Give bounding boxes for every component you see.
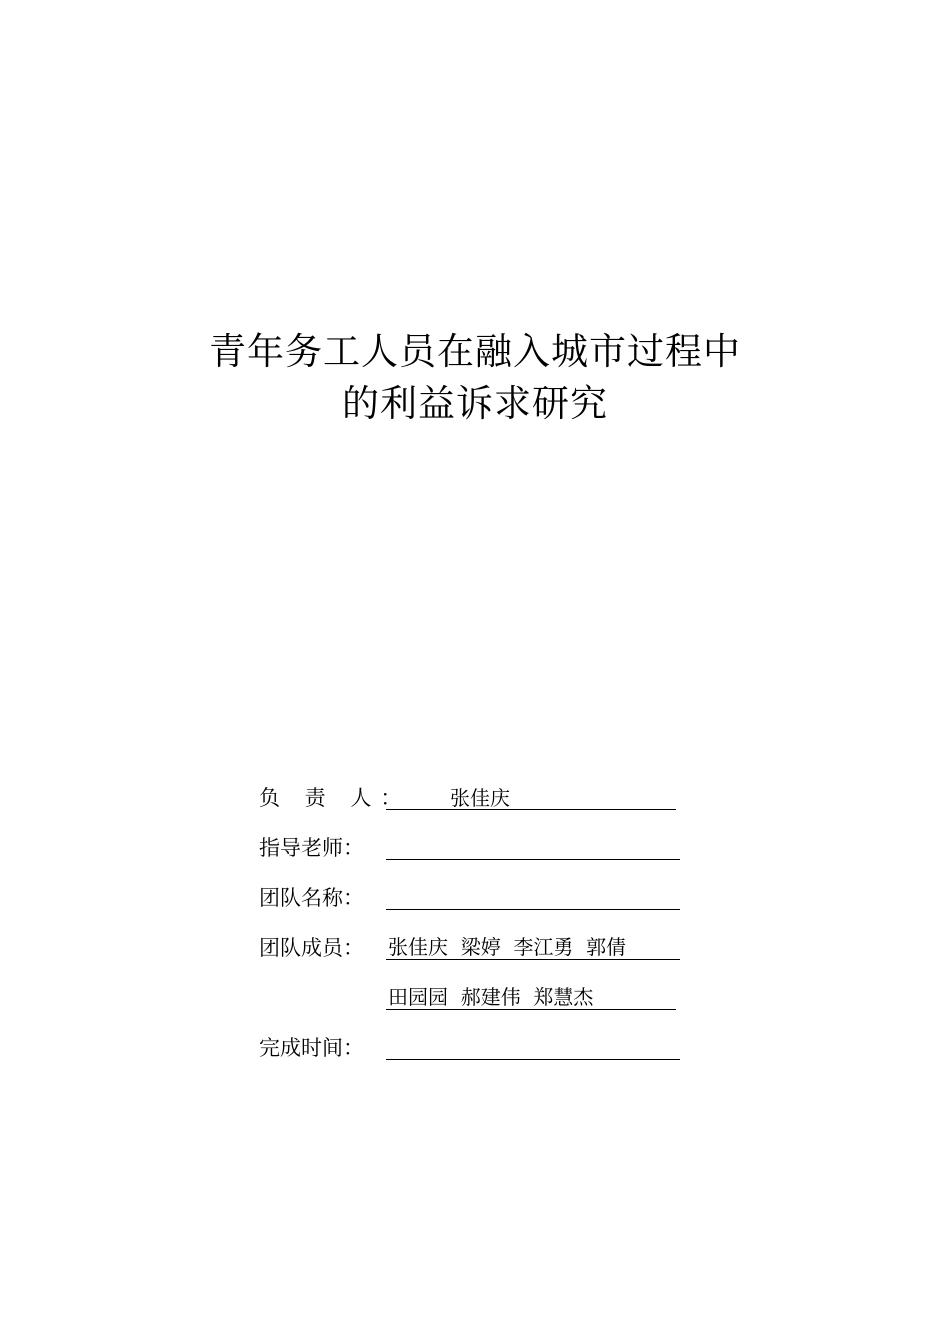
team-name-underline	[386, 909, 680, 910]
document-title-line-2: 的利益诉求研究	[342, 382, 608, 425]
leader-label: 负 责 人：	[259, 786, 411, 810]
team-members-line-2: 田园园 郝建伟 郑慧杰	[388, 985, 594, 1009]
advisor-label: 指导老师：	[259, 836, 364, 860]
team-members-underline-2	[386, 1009, 676, 1010]
team-name-label: 团队名称：	[259, 886, 364, 910]
team-members-line-1: 张佳庆 梁婷 李江勇 郭倩	[388, 935, 627, 959]
team-members-underline-1	[386, 959, 680, 960]
leader-value: 张佳庆	[450, 786, 510, 810]
completion-time-label: 完成时间：	[259, 1036, 364, 1060]
leader-underline	[386, 809, 676, 810]
advisor-underline	[386, 859, 680, 860]
completion-time-underline	[386, 1059, 680, 1060]
document-title-line-1: 青年务工人员在融入城市过程中	[209, 330, 741, 373]
team-members-label: 团队成员：	[259, 936, 364, 960]
